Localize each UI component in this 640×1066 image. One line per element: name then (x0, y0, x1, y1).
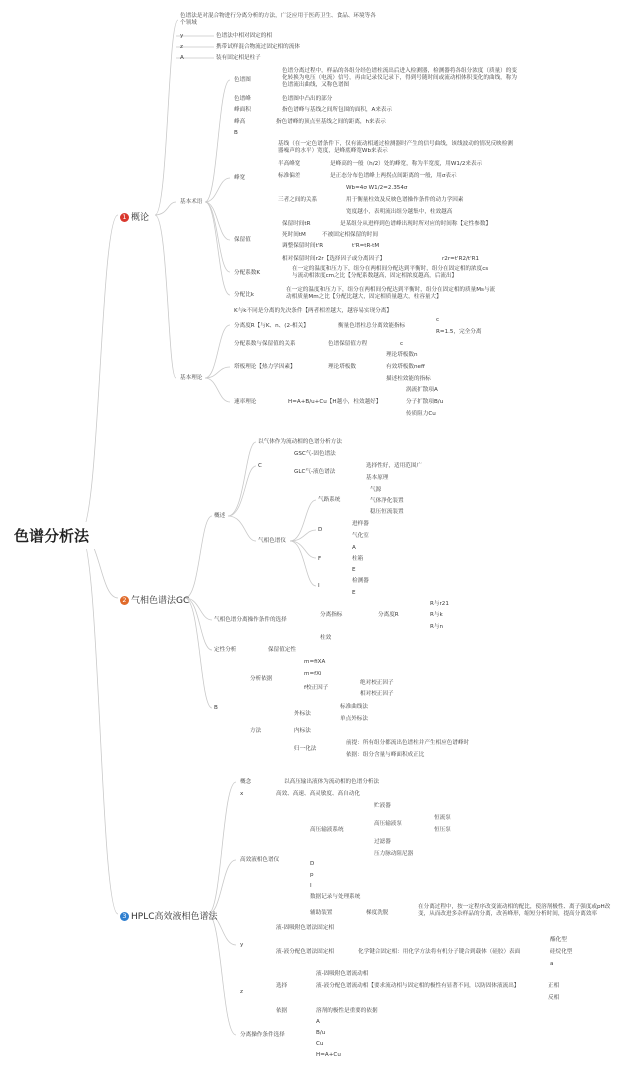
node-gc-e1: E (352, 567, 356, 573)
node-hplc-instrument: 高效液相色谱仪 (240, 857, 280, 863)
node-hplc-z: z (240, 989, 243, 995)
node-peak-area: 峰面积 (234, 107, 251, 113)
node-normal-phase: 正相 (548, 983, 560, 989)
node-retention: 保留值 (234, 237, 251, 243)
node-r2: R与k (430, 612, 443, 618)
node-partition-coef-text: 在一定的温度和压力下，组分在两相间分配达到平衡时，组分在固定相的浓度cs与流动相浓度cm之比【分配系数越高，固定相浓度越高，后流出】 (292, 266, 489, 279)
node-y-text: 色谱法中相对固定的相 (216, 33, 272, 39)
node-half-width: 半高峰宽 (278, 161, 301, 167)
branch-title: HPLC高效液相色谱法 (131, 912, 218, 922)
node-vaporizer: 气化室 (352, 533, 369, 539)
node-adjusted-tr: 调整保留时间t'R (282, 243, 324, 249)
node-baseline-text: 基线（在一定色谱条件下，仅有流动相通过检测器时产生的信号曲线，该线波动的情况反映检测器噪声的水平）宽度，是峰底峰宽Wb来表示 (278, 141, 513, 154)
node-retention-tr: 保留时间tR (282, 221, 311, 227)
node-retention-tr-text: 是某组分从进样到色谱峰出现时所对应的时间称【定性参数】 (340, 221, 492, 227)
node-half-width-text: 是峰高的一般（h/2）处的峰宽，称为半宽度，用W1/2来表示 (330, 161, 483, 167)
node-glc-selective: 选择性好，适用范围广 (366, 463, 422, 469)
node-basic-theory: 基本理论 (180, 375, 203, 381)
node-flow-pump: 恒流泵 (434, 815, 451, 821)
node-relation: 三者之间的关系 (278, 197, 318, 203)
node-rate-1: 涡流扩散项A (406, 387, 438, 393)
node-gradient: 梯度洗脱 (366, 910, 389, 916)
node-plate-2: 有效塔板数neff (386, 364, 425, 370)
node-relation-2: 宽度越小，表明流出组分越集中，柱效越高 (346, 209, 453, 215)
node-analysis-basis: 分析依据 (250, 676, 273, 682)
node-peak-text: 色谱图中凸出的部分 (282, 96, 333, 102)
branch-gc[interactable] (120, 593, 189, 606)
node-plate-theory: 塔板理论【热力学因素】 (234, 364, 296, 370)
node-relative-tr-text: r2r=t'R2/t'R1 (442, 256, 480, 262)
node-b-label: B (234, 130, 238, 136)
node-partition-coef: 分配系数K (234, 270, 261, 276)
node-fl-cu: Cu (316, 1041, 324, 1047)
node-c-small: c (436, 317, 440, 323)
node-c-small-2: c (400, 341, 404, 347)
node-fl-bu: B/u (316, 1030, 326, 1036)
node-fx3a: 绝对校正因子 (360, 680, 394, 686)
node-gc-d: D (318, 527, 323, 533)
node-a-text: 装有固定相是柱子 (216, 55, 261, 61)
node-retention-eq: 色谱保留值方程 (328, 341, 368, 347)
node-bonded-2: 硅烷化型 (550, 949, 573, 955)
node-gc-a: A (352, 545, 356, 551)
node-gc-conditions: 气相色谱分离操作条件的选择 (214, 617, 287, 623)
node-a-label: A (180, 55, 184, 61)
node-gc-def: 以气体作为流动相的色谱分析方法 (258, 439, 342, 445)
node-std-dev: 标准偏差 (278, 173, 301, 179)
node-rate-theory-text: H=A+B/u+Cu【H越小，柱效越好】 (288, 399, 382, 405)
node-plate-number: 理论塔板数 (328, 364, 356, 370)
node-fx3: f校正因子 (304, 685, 329, 691)
node-norm-basis: 依据：组分含量与峰面积成正比 (346, 752, 425, 758)
node-rate-theory: 速率理论 (234, 399, 257, 405)
node-r1: R与r21 (430, 601, 449, 607)
node-gc-c: C (258, 463, 262, 469)
node-normalization: 归一化法 (294, 746, 317, 752)
node-fx1: m=fiXA (304, 659, 326, 665)
branch-title: 气相色谱法GC (131, 596, 190, 606)
node-y-label: y (180, 33, 184, 39)
node-peak-width: 峰宽 (234, 175, 246, 181)
node-gradient-text: 在分离过程中，按一定程序改变流动相的配比，使溶剂极性、离子强度或pH改变，从而改进多杂样品的分离，改善峰形，缩短分析时间，提高分离效率 (418, 904, 611, 917)
node-hplc-d: D (310, 861, 315, 867)
node-partition-ratio: 分配比k (234, 292, 255, 298)
node-gc-overview: 概述 (214, 513, 226, 519)
node-glc-principle: 基本原理 (366, 475, 389, 481)
node-gc-f: F (318, 556, 322, 562)
node-gas-stabilize: 稳压恒流装置 (370, 509, 404, 515)
node-column-oven: 柱箱 (352, 556, 364, 562)
node-qualitative: 定性分析 (214, 647, 237, 653)
node-gas-purify: 气体净化装置 (370, 498, 404, 504)
node-reservoir: 贮液器 (374, 803, 391, 809)
node-gc-b: B (214, 705, 218, 711)
node-data-system: 数据记录与处理系统 (310, 894, 361, 900)
node-peak: 色谱峰 (234, 96, 251, 102)
node-detector: 检测器 (352, 578, 369, 584)
node-dead-time: 死时间tM (282, 232, 306, 238)
node-bonded-phase: 化学键合固定相：用化学方法将有机分子键合到载体（硅胶）表面 (358, 949, 521, 955)
node-chromatogram-text: 色谱分离过程中，样品的各组分经色谱柱流出后进入检测器，检测器将各组分浓度（质量）的变化转换为电压（电流）信号，再由记录仪记录下，得到号随时间或流动相体积变化的曲线，称为色谱流出曲线，又称色谱图 (282, 68, 517, 88)
node-relation-formula: Wb=4σ W1/2=2.354σ (346, 185, 408, 191)
node-gc-i: I (318, 583, 320, 589)
node-peak-area-text: 指色谱峰与基线之间所包围的面积，A来表示 (282, 107, 393, 113)
node-relation-1: 用于衡量柱效及反映色谱操作条件的动力学因素 (346, 197, 464, 203)
branch-number-badge: 1 (120, 213, 129, 222)
node-resolution: 分离度R【与K、n、(2-相关】 (234, 323, 309, 329)
node-gc-instrument: 气相色谱仪 (258, 538, 286, 544)
node-hplc-y: y (240, 942, 244, 948)
node-r3: R与n (430, 624, 444, 630)
node-gsc: GSC气-固色谱法 (294, 451, 336, 457)
branch-hplc[interactable] (120, 909, 218, 922)
branch-number-badge: 2 (120, 596, 129, 605)
node-ext-single: 单点外标法 (340, 716, 368, 722)
node-hplc-concept: 概念 (240, 779, 252, 785)
node-chromatogram: 色谱图 (234, 77, 251, 83)
node-hplc-i: I (310, 883, 312, 889)
node-pressure-pump: 恒压泵 (434, 827, 451, 833)
node-lsa-stationary: 液-固吸附色谱法固定相 (276, 925, 334, 931)
node-relative-tr: 相对保留时间r2r【选择因子或分离因子】 (282, 256, 386, 262)
node-fx2: m=fXi (304, 671, 322, 677)
node-hp-pump-system: 高压输液系统 (310, 827, 344, 833)
node-ext-curve: 标准曲线法 (340, 704, 368, 710)
node-glc: GLC气-液色谱法 (294, 469, 336, 475)
node-peak-height: 峰高 (234, 119, 246, 125)
node-adjusted-tr-text: t'R=tR-tM (352, 243, 380, 249)
node-std-dev-text: 是正态分布色谱峰上两拐点间距离的一般，用σ表示 (330, 173, 457, 179)
node-r-value: R=1.5，完全分离 (436, 329, 482, 335)
node-z-label: z (180, 44, 183, 50)
node-basis-text: 溶剂的极性是重要的依据 (316, 1008, 378, 1014)
node-rate-3: 传质阻力Cu (406, 411, 436, 417)
node-rate-2: 分子扩散项B/u (406, 399, 444, 405)
node-partition-ratio-text: 在一定的温度和压力下，组分在两相间分配达到平衡时，组分在固定相的质量Ms与流动相质量Mm之比【分配比越大，固定相质量越大，柱容量大】 (286, 287, 496, 300)
node-bonded-1: 酯化型 (550, 937, 567, 943)
node-plate-3: 描述柱效能的指标 (386, 376, 431, 382)
node-hplc-x-text: 高效、高速、高灵敏度、高自动化 (276, 791, 360, 797)
node-aux: 辅助装置 (310, 910, 333, 916)
node-sep-r: 分离度R (378, 612, 399, 618)
node-intro: 色谱法是对混合物进行分离分析的方法，广泛应用于医药卫生、食品、环境等各个领域 (180, 13, 376, 26)
node-norm-premise: 前提：所有组分都流出色谱柱并产生相应色谱峰时 (346, 740, 470, 746)
node-hp-pump: 高压输液泵 (374, 821, 402, 827)
node-sep-conditions: 分离操作条件选择 (240, 1032, 285, 1038)
node-hplc-concept-text: 以高压输出液体为流动相的色谱分析法 (284, 779, 380, 785)
node-gas-path: 气路系统 (318, 497, 341, 503)
node-hplc-p: p (310, 872, 314, 878)
node-basis: 依据 (276, 1008, 288, 1014)
node-partition-relation: 分配系数与保留值的关系 (234, 341, 296, 347)
node-retention-qual: 保留值定性 (268, 647, 296, 653)
node-external-std: 外标法 (294, 711, 311, 717)
node-fx3b: 相对校正因子 (360, 691, 394, 697)
node-plate-1: 理论塔板数n (386, 352, 418, 358)
node-gas-source: 气源 (370, 487, 382, 493)
node-internal-std: 内标法 (294, 728, 311, 734)
node-methods: 方法 (250, 728, 262, 734)
node-z-text: 携带试样混合物流过固定相的流体 (216, 44, 300, 50)
node-injector: 进样器 (352, 521, 369, 527)
node-bonded-3: a (550, 961, 554, 967)
node-hplc-x: x (240, 791, 244, 797)
node-fl-h: H=A+Cu (316, 1052, 341, 1058)
node-basic-terms: 基本术语 (180, 199, 203, 205)
node-sep-index: 分离指标 (320, 612, 343, 618)
node-damper: 压力脉动阻尼器 (374, 851, 414, 857)
branch-overview[interactable] (120, 210, 149, 223)
mindmap-root: 色谱分析法 (8, 522, 95, 549)
node-reverse-phase: 反相 (548, 995, 560, 1001)
node-lla-stationary: 液-液分配色谱法固定相 (276, 949, 334, 955)
branch-title: 概论 (131, 213, 150, 223)
node-col-eff: 柱效 (320, 635, 332, 641)
node-gc-e2: E (352, 590, 356, 596)
node-selection: 选择 (276, 983, 288, 989)
branch-number-badge: 3 (120, 912, 129, 921)
node-lla-mobile: 液-液分配色谱流动相【要求流动相与固定相的极性有显著不同，以防固体液流出】 (316, 983, 520, 989)
node-fl-a: A (316, 1019, 320, 1025)
node-filter: 过滤器 (374, 839, 391, 845)
node-kk-text: K与k不同是分离的先决条件【两者相差越大，越容易实现分离】 (234, 308, 392, 314)
node-lsa-mobile: 液-固吸附色谱流动相 (316, 971, 369, 977)
node-resolution-text: 衡量色谱柱总分离效能指标 (338, 323, 406, 329)
node-dead-time-text: 不被固定相保留的时间 (322, 232, 378, 238)
node-peak-height-text: 指色谱峰的顶点至基线之间的距离，h来表示 (276, 119, 386, 125)
